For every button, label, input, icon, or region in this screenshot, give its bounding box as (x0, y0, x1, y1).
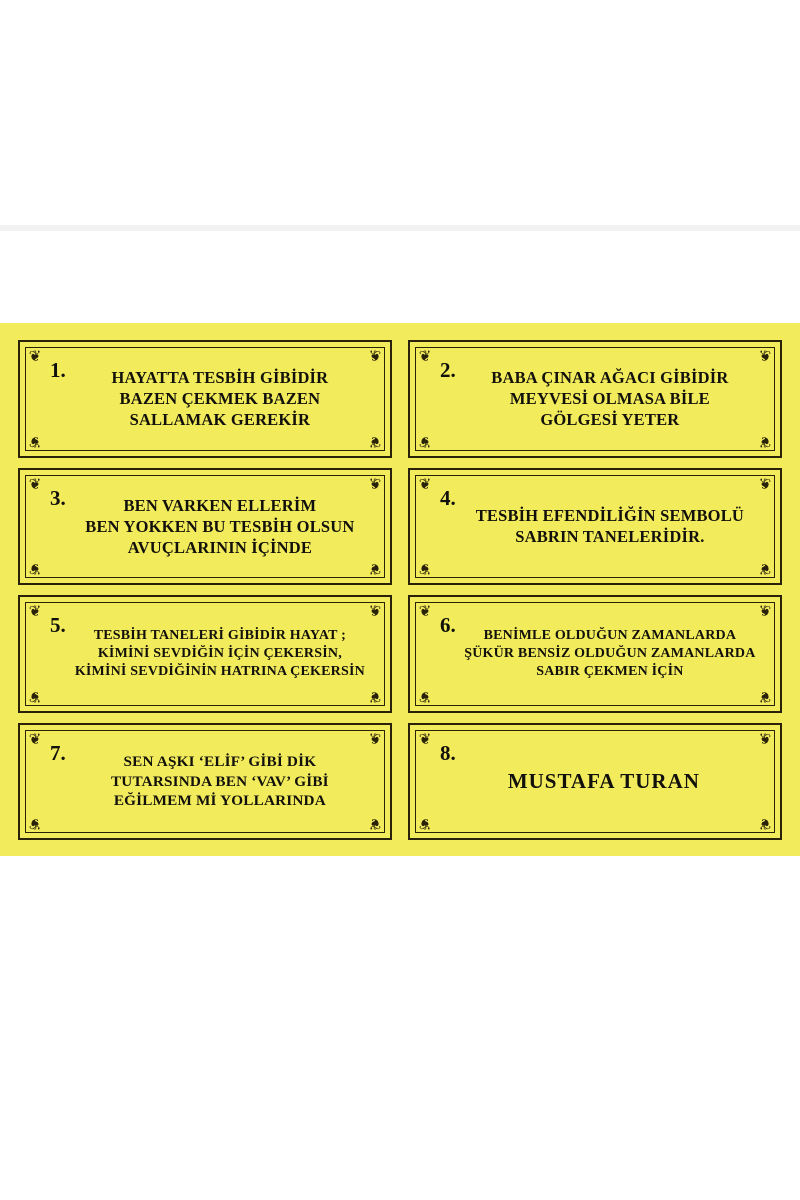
corner-ornament-icon: ❦ (368, 349, 382, 365)
sticker-line: TESBİH EFENDİLİĞİN SEMBOLÜ (475, 506, 745, 526)
sticker-number: 7. (50, 740, 66, 765)
sticker-line: AVUÇLARININ İÇİNDE (127, 537, 313, 557)
yellow-sticker-sheet (0, 323, 800, 856)
sticker-line: BEN YOKKEN BU TESBİH OLSUN (85, 516, 355, 536)
sticker-number: 6. (440, 613, 456, 637)
corner-ornament-icon: ❦ (418, 604, 432, 620)
corner-ornament-icon: ❦ (758, 349, 772, 365)
sticker-line: SABRIN TANELERİDİR. (515, 527, 705, 547)
corner-ornament-icon: ❦ (368, 815, 382, 831)
sticker-card[interactable] (408, 340, 782, 458)
sticker-line: KİMİNİ SEVDİĞİNİN HATRINA ÇEKERSİN (74, 663, 365, 679)
corner-ornament-icon: ❦ (418, 815, 432, 831)
sticker-line: HAYATTA TESBİH GİBİDİR (111, 368, 329, 388)
sticker-number: 2. (440, 358, 456, 382)
top-white-band (0, 0, 800, 225)
sticker-line: TUTARSINDA BEN ‘VAV’ GİBİ (110, 772, 329, 790)
sticker-number: 5. (50, 613, 66, 637)
sticker-text (74, 627, 380, 681)
corner-ornament-icon: ❦ (758, 731, 772, 748)
corner-ornament-icon: ❦ (758, 560, 772, 576)
corner-ornament-icon: ❦ (368, 560, 382, 576)
sticker-card[interactable] (18, 723, 392, 841)
sticker-text (74, 752, 380, 810)
sticker-line: BENİMLE OLDUĞUN ZAMANLARDA (483, 627, 737, 643)
corner-ornament-icon: ❦ (418, 687, 432, 704)
corner-ornament-icon: ❦ (368, 731, 382, 748)
sticker-text (464, 505, 770, 547)
sticker-grid (18, 340, 782, 840)
corner-ornament-icon: ❦ (368, 432, 382, 449)
sticker-line: SALLAMAK GEREKİR (129, 410, 311, 430)
corner-ornament-icon: ❦ (418, 560, 432, 576)
sticker-number: 8. (440, 740, 456, 765)
sticker-card[interactable] (18, 468, 392, 586)
sticker-card[interactable] (18, 340, 392, 458)
sticker-line: EĞİLMEM Mİ YOLLARINDA (113, 791, 326, 809)
sticker-text (464, 627, 770, 681)
sticker-card[interactable] (408, 723, 782, 841)
corner-ornament-icon: ❦ (418, 731, 432, 748)
corner-ornament-icon: ❦ (368, 604, 382, 620)
corner-ornament-icon: ❦ (28, 815, 42, 831)
sticker-text (74, 495, 380, 558)
sticker-line: BABA ÇINAR AĞACI GİBİDİR (491, 368, 729, 388)
corner-ornament-icon: ❦ (368, 476, 382, 493)
sticker-card[interactable] (18, 595, 392, 713)
corner-ornament-icon: ❦ (418, 476, 432, 493)
corner-ornament-icon: ❦ (758, 604, 772, 620)
corner-ornament-icon: ❦ (28, 731, 42, 748)
sticker-line: SEN AŞKI ‘ELİF’ GİBİ DİK (123, 753, 317, 771)
corner-ornament-icon: ❦ (28, 560, 42, 576)
corner-ornament-icon: ❦ (758, 432, 772, 449)
corner-ornament-icon: ❦ (758, 815, 772, 831)
corner-ornament-icon: ❦ (418, 349, 432, 365)
corner-ornament-icon: ❦ (28, 432, 42, 449)
band-divider (0, 225, 800, 231)
sticker-text (464, 768, 770, 793)
corner-ornament-icon: ❦ (418, 432, 432, 449)
corner-ornament-icon: ❦ (28, 349, 42, 365)
sticker-line: MUSTAFA TURAN (507, 768, 700, 793)
sticker-line: TESBİH TANELERİ GİBİDİR HAYAT ; (93, 627, 347, 643)
bottom-white-band (0, 856, 800, 1200)
sticker-number: 4. (440, 485, 456, 510)
sticker-card[interactable] (408, 468, 782, 586)
sticker-card[interactable] (408, 595, 782, 713)
sticker-line: ŞÜKÜR BENSİZ OLDUĞUN ZAMANLARDA (464, 645, 756, 661)
corner-ornament-icon: ❦ (758, 476, 772, 493)
corner-ornament-icon: ❦ (368, 687, 382, 704)
sticker-number: 3. (50, 485, 66, 510)
sticker-number: 1. (50, 358, 66, 382)
sticker-line: KİMİNİ SEVDİĞİN İÇİN ÇEKERSİN, (97, 645, 342, 661)
sticker-line: SABIR ÇEKMEN İÇİN (536, 663, 684, 679)
corner-ornament-icon: ❦ (28, 476, 42, 493)
corner-ornament-icon: ❦ (758, 687, 772, 704)
sticker-text (464, 367, 770, 430)
sticker-text (74, 367, 380, 430)
sticker-line: BEN VARKEN ELLERİM (123, 495, 317, 515)
corner-ornament-icon: ❦ (28, 604, 42, 620)
sticker-line: BAZEN ÇEKMEK BAZEN (119, 389, 321, 409)
sticker-line: GÖLGESİ YETER (540, 410, 680, 430)
sticker-line: MEYVESİ OLMASA BİLE (509, 389, 710, 409)
corner-ornament-icon: ❦ (28, 687, 42, 704)
